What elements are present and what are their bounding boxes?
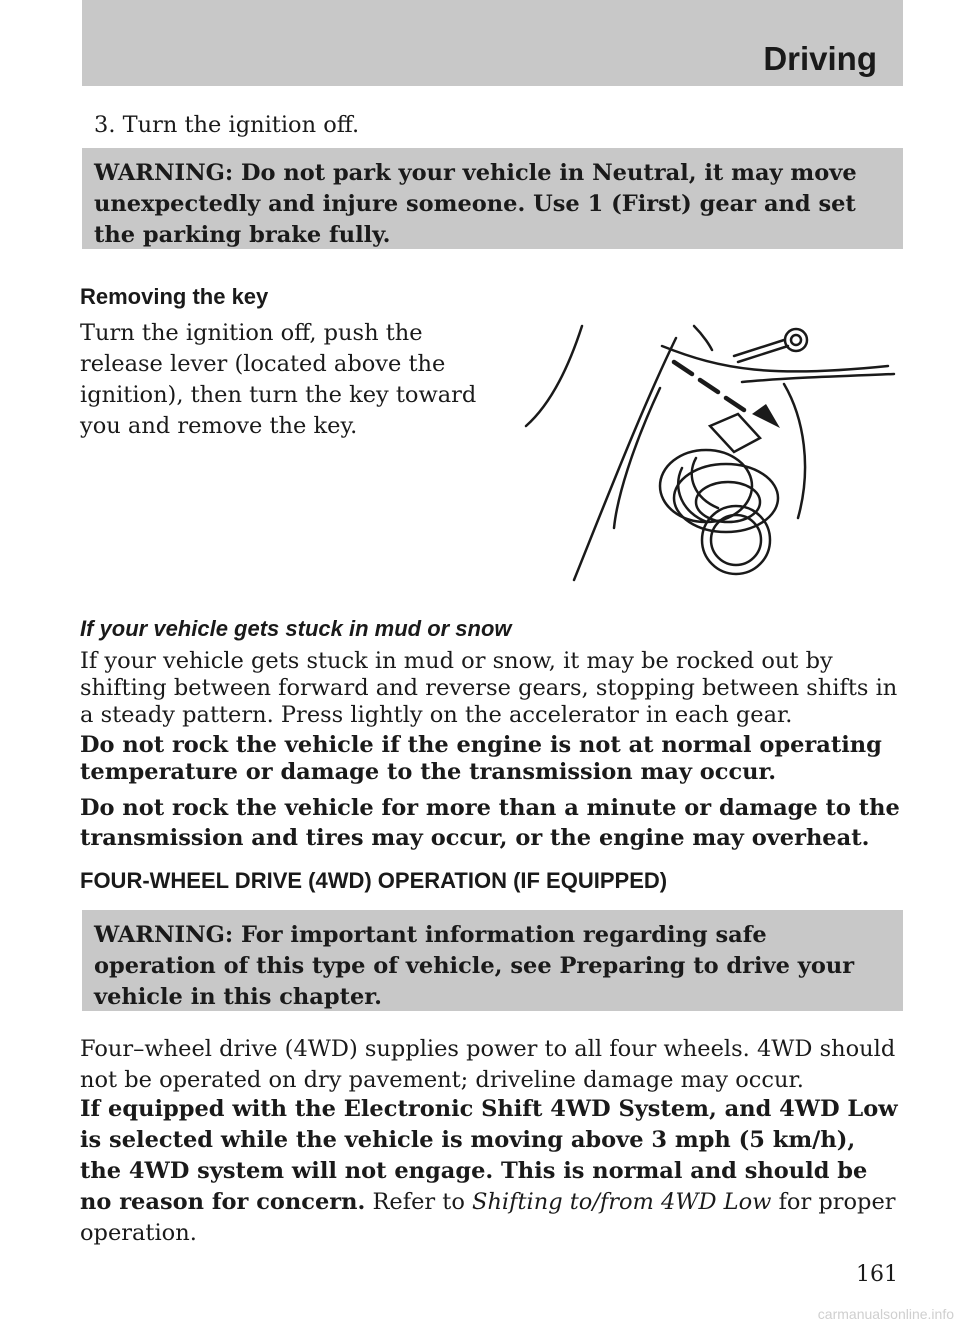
step-3: 3. Turn the ignition off. — [94, 112, 360, 138]
4wd-note-bold: If equipped with the Electronic Shift 4WD System, and 4WD Low is selected while the vehicle is moving above 3 mph (5 km/h), the 4WD system will not engage. This is normal and should be no reason for concern. — [80, 1096, 898, 1215]
header-bar — [82, 0, 903, 86]
4wd-tail: for proper operation. — [80, 1189, 896, 1246]
removing-key-text: Turn the ignition off, push the release lever (located above the ignition), then turn the key toward you and remove the key. — [80, 320, 477, 439]
4wd-text: Four–wheel drive (4WD) supplies power to all four wheels. 4WD should not be operated on dry pavement; driveline damage may occur. — [80, 1036, 896, 1093]
stuck-warning-2: Do not rock the vehicle for more than a minute or damage to the transmission and tires may occur, or the engine may overheat. — [80, 795, 900, 851]
ignition-diagram — [522, 318, 902, 588]
watermark: carmanualsonline.info — [817, 1306, 954, 1322]
warning-4wd — [82, 910, 903, 1011]
4wd-note — [80, 1094, 902, 1249]
heading-stuck: If your vehicle gets stuck in mud or snow — [80, 616, 512, 641]
4wd-refer: Refer to — [365, 1189, 473, 1215]
stuck-text: If your vehicle gets stuck in mud or snow, it may be rocked out by shifting between forward and reverse gears, stopping between shifts in a steady pattern. Press lightly on the accelerator in each gear. — [80, 648, 898, 728]
warning-neutral — [82, 148, 903, 249]
stuck-warning-1: Do not rock the vehicle if the engine is not at normal operating temperature or damage to the transmission may occur. — [80, 732, 882, 785]
4wd-reference-link: Shifting to/from 4WD Low — [472, 1189, 772, 1215]
section-title: Driving — [763, 40, 877, 77]
heading-4wd: FOUR-WHEEL DRIVE (4WD) OPERATION (IF EQUIPPED) — [80, 868, 668, 893]
warning-neutral-text: WARNING: Do not park your vehicle in Neutral, it may move unexpectedly and injure someone. Use 1 (First) gear and set the parking brake fully. — [94, 160, 857, 248]
heading-removing-key: Removing the key — [80, 284, 269, 309]
page-number: 161 — [856, 1262, 898, 1287]
warning-4wd-text: WARNING: For important information regarding safe operation of this type of vehicle, see Preparing to drive your vehicle in this chapter. — [94, 922, 855, 1010]
ignition-key-illustration — [522, 318, 902, 592]
